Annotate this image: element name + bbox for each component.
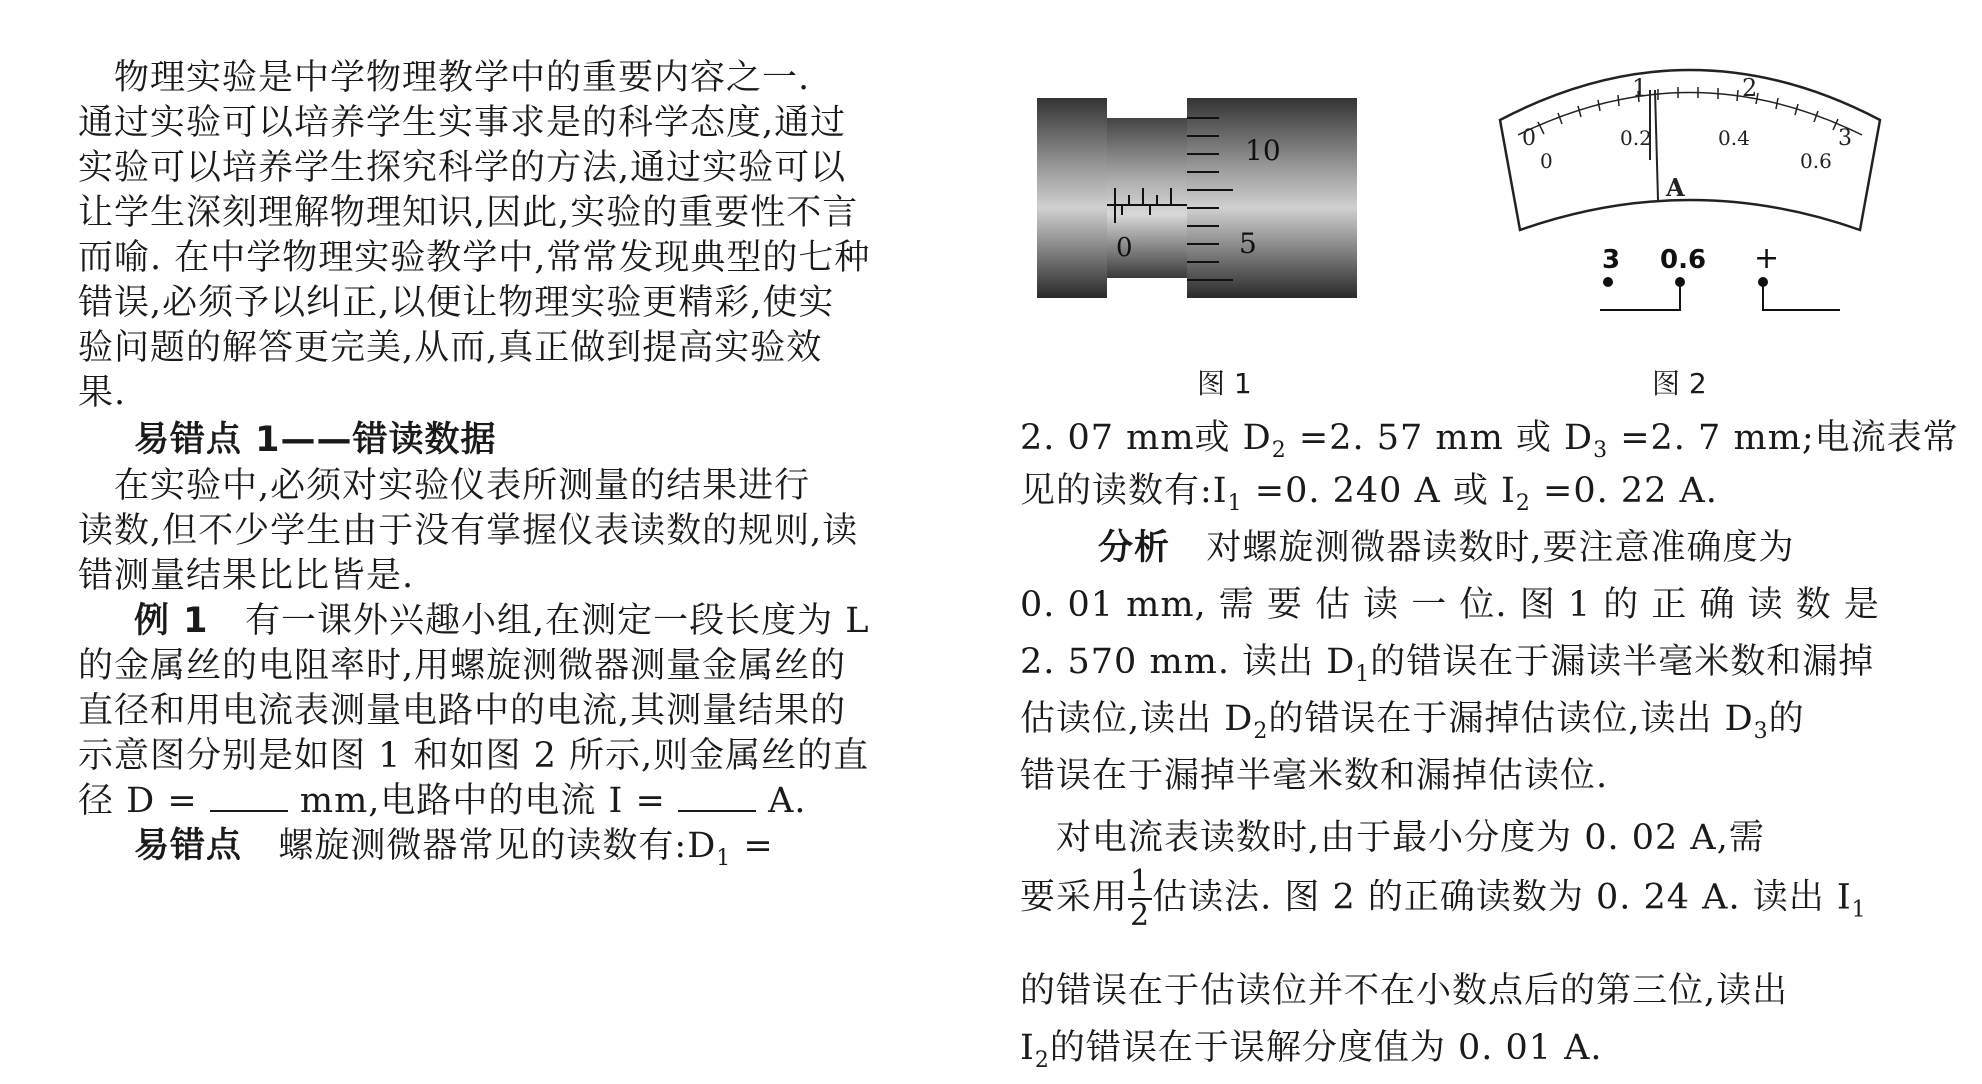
- intro-line: 物理实验是中学物理教学中的重要内容之一.: [78, 58, 811, 98]
- sleeve-label-0: 0: [1116, 233, 1133, 263]
- heading-error-point-1: 易错点 1——错读数据: [134, 420, 497, 460]
- intro-line: 而喻. 在中学物理实验教学中,常常发现典型的七种: [78, 238, 871, 278]
- bottom-scale-0: 0: [1540, 149, 1553, 173]
- example-text: 有一课外兴趣小组,在测定一段长度为 L: [244, 601, 870, 641]
- text: 估读位,读出 D: [1020, 699, 1254, 739]
- ammeter-figure: [1480, 60, 1900, 330]
- analysis-label: 分析: [1098, 528, 1171, 568]
- fraction-one-half: [1128, 866, 1152, 932]
- subscript: 1: [1227, 491, 1243, 516]
- text: =0. 240 A 或 I: [1242, 471, 1516, 511]
- text: 的错误在于漏掉估读位,读出 D: [1268, 699, 1754, 739]
- para2-line: 读数,但不少学生由于没有掌握仪表读数的规则,读: [78, 511, 859, 551]
- ammeter-line-4: [1020, 1020, 1603, 1073]
- numerator: 1: [1130, 864, 1151, 899]
- subscript: 3: [1753, 719, 1769, 744]
- subscript: 1: [1851, 897, 1867, 923]
- example-line: 示意图分别是如图 1 和如图 2 所示,则金属丝的直: [78, 736, 870, 776]
- readings-line-1: [1020, 410, 1959, 463]
- intro-line: 通过实验可以培养学生实事求是的科学态度,通过: [78, 103, 847, 143]
- text: 的错误在于误解分度值为 0. 01 A.: [1049, 1028, 1603, 1068]
- analysis-line-5: 错误在于漏掉半毫米数和漏掉估读位.: [1020, 756, 1609, 796]
- ammeter-needle: [1655, 90, 1658, 200]
- terminal-3: [1603, 277, 1613, 287]
- top-scale-3: 3: [1838, 126, 1852, 151]
- analysis-line-3: [1020, 634, 1874, 687]
- denominator: 2: [1130, 898, 1151, 933]
- text: 2. 570 mm. 读出 D: [1020, 642, 1356, 682]
- unit-label-a: A: [1666, 173, 1685, 202]
- trap-tail: =: [731, 826, 774, 866]
- subscript: 2: [1515, 491, 1531, 516]
- terminal-label-plus: +: [1754, 241, 1780, 276]
- intro-line: 实验可以培养学生探究科学的方法,通过实验可以: [78, 148, 847, 188]
- text: 的: [1768, 699, 1805, 739]
- figure-1-caption: 图 1: [1197, 367, 1252, 400]
- diameter-label: 径 D =: [78, 781, 198, 821]
- analysis-text: 对螺旋测微器读数时,要注意准确度为: [1206, 528, 1795, 568]
- bottom-scale-0.6: 0.6: [1800, 149, 1832, 173]
- top-scale-1: 1: [1632, 74, 1648, 102]
- micrometer-figure: [1037, 88, 1357, 308]
- subscript: 2: [1253, 719, 1269, 744]
- intro-line: 错误,必须予以纠正,以便让物理实验更精彩,使实: [78, 283, 835, 323]
- ammeter-ticks: [1538, 87, 1838, 134]
- diameter-blank[interactable]: [210, 784, 288, 812]
- example-line: 的金属丝的电阻率时,用螺旋测微器测量金属丝的: [78, 646, 847, 686]
- trap-label: 易错点: [134, 826, 243, 866]
- ammeter-line-2: [1020, 866, 1867, 932]
- wire-plus: [1763, 282, 1840, 310]
- subscript: 2: [1271, 438, 1287, 463]
- subscript: 1: [1355, 662, 1371, 687]
- text: =2. 57 mm 或 D: [1286, 418, 1594, 458]
- thimble-label-5: 5: [1239, 227, 1257, 260]
- top-scale-0: 0: [1522, 126, 1536, 151]
- bottom-scale-0.4: 0.4: [1718, 126, 1750, 150]
- trap-line: [134, 818, 774, 871]
- intro-line: 验问题的解答更完美,从而,真正做到提高实验效: [78, 328, 823, 368]
- analysis-line-2: 0. 01 mm, 需 要 估 读 一 位. 图 1 的 正 确 读 数 是: [1020, 585, 1880, 625]
- readings-line-2: [1020, 463, 1718, 516]
- subscript: 1: [716, 846, 732, 871]
- text: 的错误在于漏读半毫米数和漏掉: [1370, 642, 1875, 682]
- terminal-label-3: 3: [1602, 245, 1621, 275]
- text: 见的读数有:I: [1020, 471, 1228, 511]
- unit-text: A.: [768, 781, 807, 821]
- example-last-line: [78, 773, 807, 823]
- current-label: mm,电路中的电流 I =: [299, 781, 666, 821]
- text: I: [1020, 1028, 1035, 1068]
- subscript: 2: [1034, 1048, 1050, 1073]
- figure-2-caption: 图 2: [1652, 367, 1707, 400]
- wire-0.6: [1600, 282, 1680, 310]
- example-line: 直径和用电流表测量电路中的电流,其测量结果的: [78, 691, 847, 731]
- ammeter-line-3: 的错误在于估读位并不在小数点后的第三位,读出: [1020, 971, 1789, 1011]
- example-label: 例 1: [134, 601, 209, 641]
- ammeter-line-1: 对电流表读数时,由于最小分度为 0. 02 A,需: [1020, 818, 1765, 858]
- text: =0. 22 A.: [1530, 471, 1718, 511]
- text: 估读法. 图 2 的正确读数为 0. 24 A. 读出 I: [1152, 877, 1852, 918]
- para2-line: 在实验中,必须对实验仪表所测量的结果进行: [78, 466, 811, 506]
- subscript: 3: [1593, 438, 1609, 463]
- top-scale-2: 2: [1742, 74, 1758, 102]
- analysis-line-1: [1098, 520, 1795, 570]
- intro-line: 让学生深刻理解物理知识,因此,实验的重要性不言: [78, 193, 859, 233]
- text: =2. 7 mm;电流表常: [1608, 418, 1959, 458]
- thimble-label-10: 10: [1245, 134, 1281, 167]
- analysis-line-4: [1020, 691, 1805, 744]
- trap-text: 螺旋测微器常见的读数有:D: [278, 826, 717, 866]
- para2-line: 错测量结果比比皆是.: [78, 556, 415, 596]
- micrometer-frame: [1037, 98, 1107, 298]
- micrometer-thimble: [1187, 98, 1357, 298]
- intro-line: 果.: [78, 373, 127, 413]
- terminal-label-0.6: 0.6: [1660, 245, 1707, 275]
- text: 2. 07 mm或 D: [1020, 418, 1272, 458]
- bottom-scale-0.2: 0.2: [1620, 126, 1652, 150]
- example-first-line: [134, 593, 869, 643]
- text: 要采用: [1020, 877, 1129, 918]
- current-blank[interactable]: [678, 784, 756, 812]
